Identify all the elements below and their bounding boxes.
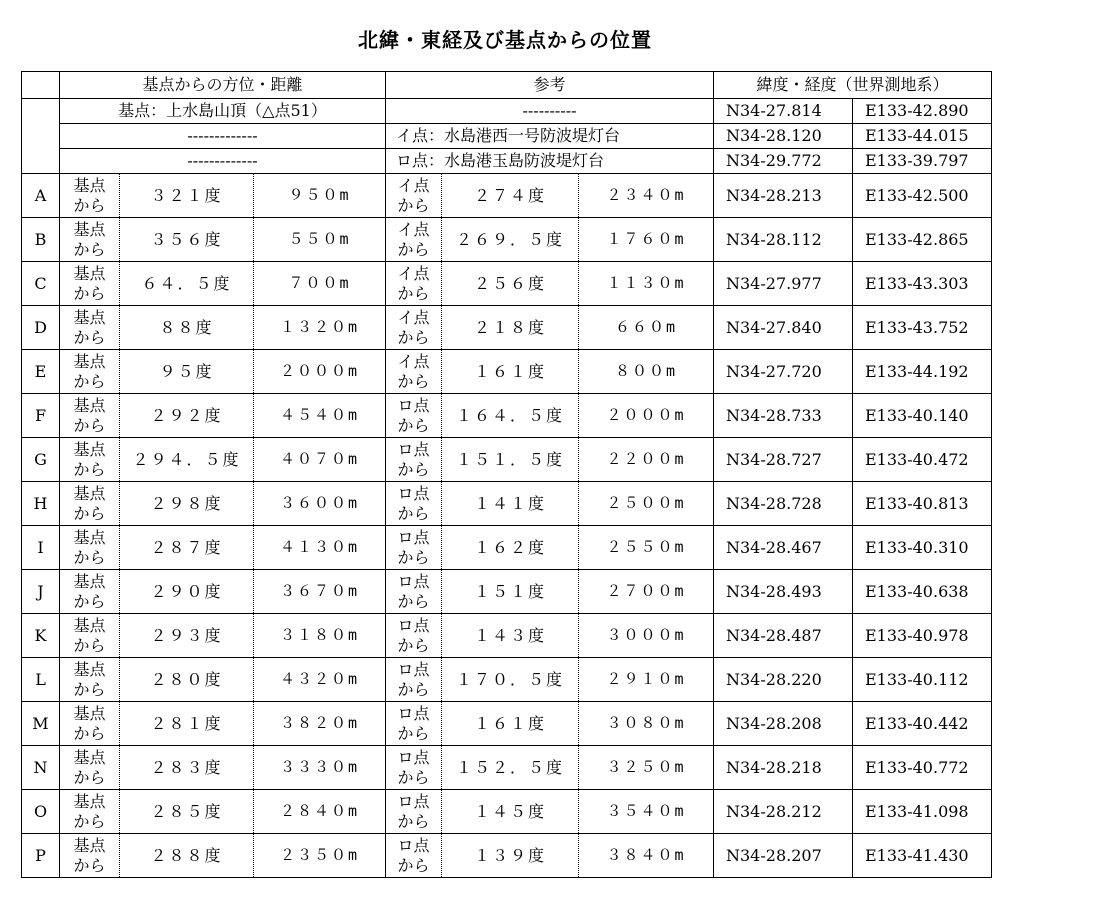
- from-base-label: [60, 306, 120, 350]
- reference-row-base: [22, 99, 992, 124]
- header-reference: 参考: [386, 72, 714, 99]
- from-ref-label: [386, 702, 442, 746]
- reference-mid: ----------: [386, 99, 714, 124]
- from-base-label-line: から: [73, 767, 106, 787]
- base-distance: ９５０m: [254, 174, 386, 218]
- from-ref-label: [386, 438, 442, 482]
- from-base-label-line: から: [73, 459, 106, 479]
- latitude: N34-28.733: [714, 394, 853, 438]
- base-bearing: ２９８度: [120, 482, 254, 526]
- latitude: N34-28.487: [714, 614, 853, 658]
- from-base-label-line: 基点: [73, 175, 106, 195]
- from-base-label: [60, 790, 120, 834]
- ref-bearing: １４５度: [442, 790, 579, 834]
- from-base-label-line: から: [73, 239, 106, 259]
- from-base-label-line: 基点: [73, 527, 106, 547]
- latitude: N34-28.493: [714, 570, 853, 614]
- point-id: L: [22, 658, 60, 702]
- from-base-label-line: から: [73, 283, 106, 303]
- from-base-label: [60, 834, 120, 878]
- from-ref-label: [386, 570, 442, 614]
- reference-mid: ロ点：水島港玉島防波堤灯台: [386, 149, 714, 174]
- ref-distance: ２９１０m: [579, 658, 714, 702]
- base-distance: ３１８０m: [254, 614, 386, 658]
- base-bearing: ２８１度: [120, 702, 254, 746]
- from-ref-label-line: から: [397, 679, 430, 699]
- longitude: E133-40.638: [853, 570, 992, 614]
- from-base-label-line: から: [73, 547, 106, 567]
- point-id: A: [22, 174, 60, 218]
- latitude: N34-28.112: [714, 218, 853, 262]
- table-row: [22, 482, 992, 526]
- from-ref-label-line: から: [397, 767, 430, 787]
- from-ref-label: [386, 834, 442, 878]
- ref-distance: ３２５０m: [579, 746, 714, 790]
- from-base-label-line: から: [73, 415, 106, 435]
- table-row: [22, 658, 992, 702]
- from-ref-label-line: ロ点: [397, 615, 430, 635]
- from-base-label-line: 基点: [73, 615, 106, 635]
- ref-bearing: ２５６度: [442, 262, 579, 306]
- from-base-label-line: から: [73, 371, 106, 391]
- from-ref-label: [386, 614, 442, 658]
- position-table: [21, 71, 992, 878]
- ref-distance: ２３４０m: [579, 174, 714, 218]
- base-distance: ２８４０m: [254, 790, 386, 834]
- from-ref-label-line: イ点: [397, 175, 430, 195]
- base-distance: ３６００m: [254, 482, 386, 526]
- base-bearing: ２８０度: [120, 658, 254, 702]
- from-ref-label: [386, 394, 442, 438]
- from-base-label-line: 基点: [73, 483, 106, 503]
- ref-bearing: １４３度: [442, 614, 579, 658]
- from-ref-label-line: ロ点: [397, 527, 430, 547]
- base-bearing: ８８度: [120, 306, 254, 350]
- from-base-label-line: 基点: [73, 835, 106, 855]
- table-row: [22, 614, 992, 658]
- reference-mid: イ点：水島港西一号防波堤灯台: [386, 124, 714, 149]
- ref-bearing: １５１．５度: [442, 438, 579, 482]
- from-ref-label: [386, 526, 442, 570]
- base-distance: １３２０m: [254, 306, 386, 350]
- from-ref-label: [386, 174, 442, 218]
- latitude: N34-28.207: [714, 834, 853, 878]
- reference-left: -------------: [60, 149, 386, 174]
- from-ref-label: [386, 658, 442, 702]
- table-row: [22, 702, 992, 746]
- point-id: I: [22, 526, 60, 570]
- ref-bearing: １６１度: [442, 702, 579, 746]
- from-base-label: [60, 658, 120, 702]
- ref-bearing: １６１度: [442, 350, 579, 394]
- point-id: C: [22, 262, 60, 306]
- reference-row-ro: [22, 149, 992, 174]
- point-id: F: [22, 394, 60, 438]
- from-ref-label-line: から: [397, 239, 430, 259]
- table-row: [22, 570, 992, 614]
- from-base-label-line: 基点: [73, 307, 106, 327]
- from-ref-label: [386, 482, 442, 526]
- longitude: E133-42.865: [853, 218, 992, 262]
- from-base-label-line: 基点: [73, 263, 106, 283]
- base-distance: ２３５０m: [254, 834, 386, 878]
- reference-blank: [22, 99, 60, 174]
- point-id: J: [22, 570, 60, 614]
- from-base-label: [60, 570, 120, 614]
- longitude: E133-42.500: [853, 174, 992, 218]
- from-ref-label-line: ロ点: [397, 791, 430, 811]
- from-ref-label-line: イ点: [397, 307, 430, 327]
- latitude: N34-28.220: [714, 658, 853, 702]
- from-base-label-line: から: [73, 327, 106, 347]
- from-ref-label-line: から: [397, 723, 430, 743]
- longitude: E133-41.098: [853, 790, 992, 834]
- from-ref-label-line: ロ点: [397, 659, 430, 679]
- table-row: [22, 746, 992, 790]
- ref-bearing: １５２．５度: [442, 746, 579, 790]
- point-id: N: [22, 746, 60, 790]
- ref-distance: １１３０m: [579, 262, 714, 306]
- header-blank: [22, 72, 60, 99]
- from-ref-label-line: から: [397, 503, 430, 523]
- ref-bearing: １７０．５度: [442, 658, 579, 702]
- base-bearing: ３２１度: [120, 174, 254, 218]
- base-bearing: ２８８度: [120, 834, 254, 878]
- longitude: E133-40.978: [853, 614, 992, 658]
- table-row: [22, 438, 992, 482]
- from-ref-label-line: から: [397, 547, 430, 567]
- from-ref-label: [386, 350, 442, 394]
- longitude: E133-41.430: [853, 834, 992, 878]
- reference-left: -------------: [60, 124, 386, 149]
- ref-bearing: ２６９．５度: [442, 218, 579, 262]
- latitude: N34-28.213: [714, 174, 853, 218]
- from-base-label-line: 基点: [73, 571, 106, 591]
- point-id: K: [22, 614, 60, 658]
- base-bearing: ２８５度: [120, 790, 254, 834]
- longitude: E133-43.303: [853, 262, 992, 306]
- from-ref-label-line: ロ点: [397, 571, 430, 591]
- from-base-label: [60, 526, 120, 570]
- base-distance: ３８２０m: [254, 702, 386, 746]
- longitude: E133-40.813: [853, 482, 992, 526]
- ref-distance: ３８４０m: [579, 834, 714, 878]
- table-row: [22, 394, 992, 438]
- table-row: [22, 262, 992, 306]
- longitude: E133-44.192: [853, 350, 992, 394]
- from-base-label-line: 基点: [73, 703, 106, 723]
- header-direction: 基点からの方位・距離: [60, 72, 386, 99]
- base-distance: ３６７０m: [254, 570, 386, 614]
- from-base-label: [60, 394, 120, 438]
- base-bearing: ２９０度: [120, 570, 254, 614]
- from-base-label-line: 基点: [73, 659, 106, 679]
- from-base-label-line: から: [73, 723, 106, 743]
- from-ref-label-line: から: [397, 591, 430, 611]
- latitude: N34-28.212: [714, 790, 853, 834]
- latitude: N34-28.208: [714, 702, 853, 746]
- ref-distance: ２２００m: [579, 438, 714, 482]
- base-bearing: ２８７度: [120, 526, 254, 570]
- ref-distance: ３０８０m: [579, 702, 714, 746]
- from-base-label: [60, 746, 120, 790]
- base-bearing: ２９３度: [120, 614, 254, 658]
- base-bearing: ６４．５度: [120, 262, 254, 306]
- latitude: N34-27.977: [714, 262, 853, 306]
- from-base-label-line: 基点: [73, 791, 106, 811]
- ref-bearing: １５１度: [442, 570, 579, 614]
- from-ref-label-line: イ点: [397, 351, 430, 371]
- point-id: D: [22, 306, 60, 350]
- ref-distance: ２７００m: [579, 570, 714, 614]
- from-base-label-line: 基点: [73, 747, 106, 767]
- point-id: G: [22, 438, 60, 482]
- from-base-label: [60, 262, 120, 306]
- from-ref-label-line: から: [397, 415, 430, 435]
- from-base-label-line: 基点: [73, 395, 106, 415]
- point-id: E: [22, 350, 60, 394]
- ref-distance: ６６０m: [579, 306, 714, 350]
- base-bearing: ９５度: [120, 350, 254, 394]
- table-row: [22, 526, 992, 570]
- ref-distance: ２５００m: [579, 482, 714, 526]
- base-bearing: ３５６度: [120, 218, 254, 262]
- from-base-label: [60, 218, 120, 262]
- longitude: E133-43.752: [853, 306, 992, 350]
- base-distance: ４５４０m: [254, 394, 386, 438]
- table-row: [22, 790, 992, 834]
- latitude: N34-27.720: [714, 350, 853, 394]
- reference-row-i: [22, 124, 992, 149]
- latitude: N34-28.218: [714, 746, 853, 790]
- table-row: [22, 350, 992, 394]
- base-distance: ３３３０m: [254, 746, 386, 790]
- longitude: E133-40.310: [853, 526, 992, 570]
- from-ref-label-line: から: [397, 459, 430, 479]
- point-id: B: [22, 218, 60, 262]
- from-ref-label-line: イ点: [397, 219, 430, 239]
- reference-lat: N34-29.772: [714, 149, 853, 174]
- base-bearing: ２８３度: [120, 746, 254, 790]
- from-base-label-line: から: [73, 195, 106, 215]
- ref-distance: ８００m: [579, 350, 714, 394]
- base-distance: ４０７０m: [254, 438, 386, 482]
- reference-lat: N34-28.120: [714, 124, 853, 149]
- from-base-label: [60, 438, 120, 482]
- ref-bearing: １４１度: [442, 482, 579, 526]
- from-ref-label-line: から: [397, 283, 430, 303]
- from-ref-label-line: から: [397, 855, 430, 875]
- longitude: E133-40.472: [853, 438, 992, 482]
- from-ref-label-line: ロ点: [397, 747, 430, 767]
- latitude: N34-27.840: [714, 306, 853, 350]
- from-ref-label-line: ロ点: [397, 439, 430, 459]
- from-base-label: [60, 482, 120, 526]
- page-title: 北緯・東経及び基点からの位置: [358, 28, 652, 52]
- base-bearing: ２９２度: [120, 394, 254, 438]
- from-base-label: [60, 702, 120, 746]
- ref-bearing: ２１８度: [442, 306, 579, 350]
- from-base-label-line: 基点: [73, 351, 106, 371]
- from-ref-label-line: から: [397, 327, 430, 347]
- from-base-label: [60, 350, 120, 394]
- ref-bearing: １３９度: [442, 834, 579, 878]
- from-base-label-line: から: [73, 811, 106, 831]
- from-base-label-line: から: [73, 635, 106, 655]
- from-ref-label-line: ロ点: [397, 483, 430, 503]
- ref-distance: １７６０m: [579, 218, 714, 262]
- longitude: E133-40.442: [853, 702, 992, 746]
- longitude: E133-40.140: [853, 394, 992, 438]
- table-row: [22, 174, 992, 218]
- longitude: E133-40.112: [853, 658, 992, 702]
- from-base-label-line: から: [73, 591, 106, 611]
- reference-lon: E133-42.890: [853, 99, 992, 124]
- from-ref-label-line: から: [397, 371, 430, 391]
- point-id: O: [22, 790, 60, 834]
- from-ref-label: [386, 746, 442, 790]
- from-ref-label: [386, 218, 442, 262]
- point-id: M: [22, 702, 60, 746]
- latitude: N34-28.728: [714, 482, 853, 526]
- header-row: [22, 72, 992, 99]
- reference-lat: N34-27.814: [714, 99, 853, 124]
- header-coords: 緯度・経度（世界測地系）: [714, 72, 992, 99]
- ref-distance: ３０００m: [579, 614, 714, 658]
- reference-left: 基点：上水島山頂（△点51）: [60, 99, 386, 124]
- ref-distance: ２０００m: [579, 394, 714, 438]
- ref-bearing: ２７４度: [442, 174, 579, 218]
- table-row: [22, 218, 992, 262]
- table-row: [22, 834, 992, 878]
- from-ref-label-line: から: [397, 811, 430, 831]
- base-distance: ５５０m: [254, 218, 386, 262]
- longitude: E133-40.772: [853, 746, 992, 790]
- from-ref-label-line: から: [397, 635, 430, 655]
- from-ref-label-line: ロ点: [397, 835, 430, 855]
- from-ref-label-line: ロ点: [397, 703, 430, 723]
- from-ref-label: [386, 306, 442, 350]
- ref-distance: ２５５０m: [579, 526, 714, 570]
- from-base-label-line: から: [73, 679, 106, 699]
- from-ref-label: [386, 262, 442, 306]
- ref-bearing: １６４．５度: [442, 394, 579, 438]
- latitude: N34-28.727: [714, 438, 853, 482]
- from-base-label: [60, 174, 120, 218]
- base-distance: ７００m: [254, 262, 386, 306]
- base-bearing: ２９４．５度: [120, 438, 254, 482]
- table-row: [22, 306, 992, 350]
- base-distance: ４１３０m: [254, 526, 386, 570]
- latitude: N34-28.467: [714, 526, 853, 570]
- from-base-label: [60, 614, 120, 658]
- base-distance: ２０００m: [254, 350, 386, 394]
- from-ref-label-line: から: [397, 195, 430, 215]
- from-base-label-line: 基点: [73, 439, 106, 459]
- from-ref-label: [386, 790, 442, 834]
- point-id: H: [22, 482, 60, 526]
- reference-lon: E133-39.797: [853, 149, 992, 174]
- point-id: P: [22, 834, 60, 878]
- ref-distance: ３５４０m: [579, 790, 714, 834]
- reference-lon: E133-44.015: [853, 124, 992, 149]
- from-base-label-line: から: [73, 503, 106, 523]
- from-ref-label-line: イ点: [397, 263, 430, 283]
- from-base-label-line: 基点: [73, 219, 106, 239]
- from-base-label-line: から: [73, 855, 106, 875]
- ref-bearing: １６２度: [442, 526, 579, 570]
- base-distance: ４３２０m: [254, 658, 386, 702]
- from-ref-label-line: ロ点: [397, 395, 430, 415]
